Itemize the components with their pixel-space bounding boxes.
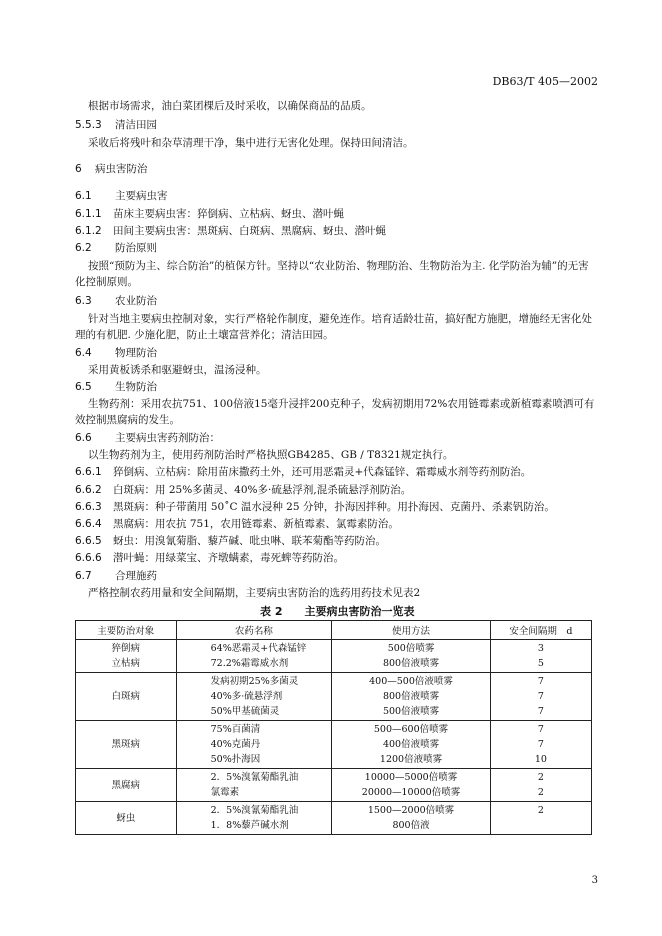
cell-line: 50%扑海因 [210,754,261,765]
section-number: 6.6.2 [75,484,102,496]
cell-line: 3 [537,643,544,654]
header-interval: 安全间隔期 d [490,621,591,640]
cell-interval [490,769,591,802]
table-row [76,721,592,769]
paragraph: 根据市场需求，油白菜团棵后及时采收，以确保商品的品质。 [88,100,372,112]
section-number: 6.5 [75,381,92,393]
cell-pesticide [176,640,332,673]
cell-line: 500—600倍喷雾 [373,724,449,735]
cell-line: 7 [537,739,544,750]
section-number: 6.1 [75,190,92,202]
cell-line: 800倍液 [392,820,430,831]
section-title: 防治原则 [115,242,157,254]
section-number: 6.6 [75,432,92,444]
section-6-1-2 [75,224,386,238]
cell-line: 2．5%溴氰菊酯乳油 [210,805,299,816]
header-method: 使用方法 [332,621,491,640]
cell-line: 72.2%霜霉威水剂 [210,658,289,669]
section-title: 农业防治 [115,295,157,307]
section-number: 6.2 [75,242,92,254]
cell-line: 1500—2000倍喷雾 [367,805,455,816]
cell-line: 氯霉素 [210,787,240,798]
section-title: 生物防治 [115,381,157,393]
cell-line: 400倍液喷雾 [382,739,440,750]
cell-line: 800倍液喷雾 [382,691,440,702]
section-title: 合理施药 [115,570,157,582]
paragraph: 严格控制农药用量和安全间隔期，主要病虫害防治的选药用药技术见表2 [88,587,421,599]
paragraph: 按照“预防为主、综合防治”的植保方针。坚持以“农业防治、物理防治、生物防治为主. 化学防治为辅”的无害化控制原则。 [75,260,589,288]
cell-line: 黑斑病 [111,739,141,750]
section-6-6-5 [75,534,386,548]
table-caption: 表 2 主要病虫害防治一览表 [260,605,415,618]
cell-line: 20000—10000倍喷雾 [361,787,461,798]
section-title: 物理防治 [115,347,157,359]
cell-line: 蚜虫 [116,812,136,824]
section-text: 白斑病：用 25%多菌灵、40%多·硫悬浮剂,混杀硫悬浮剂防治。 [113,484,412,496]
cell-line: 75%百菌清 [210,724,261,735]
section-6 [75,162,148,176]
section-6-1 [75,189,168,203]
cell-line: 2 [537,772,544,783]
cell-interval [490,673,591,721]
cell-line: 2 [537,787,544,798]
table-row [76,640,592,673]
section-number: 6.4 [75,347,92,359]
cell-line: 50%甲基硫菌灵 [210,706,280,717]
section-text: 黑斑病：种子带菌用 50˚C 温水浸种 25 分钟，扑海因拌种。用扑海因、克菌丹、杀素钒防治。 [113,501,555,513]
cell-line: 黑腐病 [111,779,141,791]
cell-line [493,818,589,833]
section-6-6-3 [75,500,555,514]
cell-line: 白斑病 [111,691,141,702]
paragraph: 以生物药剂为主，使用药剂防治时严格执照GB4285、GB / T8321规定执行。 [88,449,454,461]
paragraph: 针对当地主要病虫控制对象，实行严格轮作制度，避免连作。培育适龄壮苗，搞好配方施肥，增施经无害化处理的有机肥. 少施化肥，防止土壤富营养化；清洁田园。 [75,313,592,341]
section-number: 6.6.5 [75,535,102,547]
cell-line: 立枯病 [111,658,141,669]
cell-line: 1．8%藜芦碱水剂 [210,820,289,831]
section-number: 6.6.3 [75,501,102,513]
table-header-row [76,621,592,640]
cell-pesticide [176,721,332,769]
paragraph: 生物药剂：采用农抗751、100倍液15毫升浸拌200克种子，发病初期用72%农用链霉素或新植霉素喷洒可有效控制黑腐病的发生。 [75,398,595,426]
section-number: 6.1.2 [75,225,102,237]
cell-method [332,769,491,802]
cell-line: 10000—5000倍喷雾 [364,772,458,783]
section-number: 6.6.6 [75,552,102,564]
cell-line: 10 [534,754,547,765]
section-6-1-1 [75,207,344,221]
section-number: 6.6.4 [75,518,102,530]
section-6-6-6 [75,551,344,565]
table-row [76,769,592,802]
cell-line: 2．5%溴氰菊酯乳油 [210,772,299,783]
cell-target [76,721,177,769]
cell-line: 40%多·硫悬浮剂 [210,691,283,702]
paragraph: 采收后将残叶和杂草清理干净，集中进行无害化处理。保持田间清洁。 [88,137,414,149]
cell-pesticide [176,673,332,721]
section-6-4 [75,346,157,360]
cell-interval [490,640,591,673]
section-number: 6.1.1 [75,208,102,220]
cell-pesticide [176,802,332,835]
cell-method [332,673,491,721]
section-6-2 [75,241,157,255]
section-text: 苗床主要病虫害：猝倒病、立枯病、蚜虫、潜叶蝇 [113,208,344,220]
section-number: 6.6.1 [75,466,102,478]
header-target: 主要防治对象 [76,621,177,640]
section-5-5-3 [75,118,157,132]
cell-interval [490,802,591,835]
cell-target [76,769,177,802]
section-6-6-2 [75,483,411,497]
cell-line: 40%克菌丹 [210,739,261,750]
paragraph: 采用黄板诱杀和驱避蚜虫，温汤浸种。 [88,364,267,376]
cell-target [76,673,177,721]
cell-line: 2 [537,805,544,816]
cell-line: 800倍液喷雾 [382,658,440,669]
pest-control-table [75,620,592,835]
section-text: 蚜虫：用溴氰菊脂、藜芦碱、吡虫啉、联苯菊酯等药防治。 [113,535,386,547]
section-6-6-1 [75,465,531,479]
header-pesticide: 农药名称 [176,621,332,640]
cell-line: 5 [537,658,544,669]
section-title: 清洁田园 [115,119,157,131]
cell-line: 1200倍液喷雾 [379,754,443,765]
table-body [76,640,592,835]
cell-pesticide [176,769,332,802]
table-row [76,802,592,835]
section-6-7 [75,569,157,583]
cell-method [332,802,491,835]
cell-line: 500倍喷雾 [387,643,435,654]
section-title: 主要病虫害药剂防治： [115,432,220,444]
section-text: 田间主要病虫害：黑斑病、白斑病、黑腐病、蚜虫、潜叶蝇 [113,225,386,237]
table-row [76,673,592,721]
section-title: 主要病虫害 [115,190,168,202]
section-6-6-4 [75,517,399,531]
cell-target [76,802,177,835]
section-6-6 [75,431,220,445]
cell-line: 7 [537,706,544,717]
cell-line: 7 [537,676,544,687]
cell-target [76,640,177,673]
cell-line: 7 [537,691,544,702]
section-title: 病虫害防治 [95,163,148,175]
section-text: 黑腐病：用农抗 751，农用链霉素、新植霉素、氯霉素防治。 [113,518,399,530]
cell-line: 500倍液喷雾 [382,706,440,717]
section-number: 6 [75,163,82,175]
cell-line: 64%恶霜灵+代森锰锌 [210,643,307,654]
section-6-5 [75,380,157,394]
cell-line: 400—500倍液喷雾 [369,676,453,687]
cell-line: 发病初期25%多菌灵 [210,676,299,687]
section-text: 潜叶蝇：用绿菜宝、齐墩螨素，毒死蜱等药防治。 [113,552,344,564]
cell-method [332,721,491,769]
section-number: 6.7 [75,570,92,582]
cell-line: 7 [537,724,544,735]
cell-method [332,640,491,673]
section-number: 5.5.3 [75,119,102,131]
section-6-3 [75,294,157,308]
cell-interval [490,721,591,769]
page-number: 3 [591,875,598,886]
section-text: 猝倒病、立枯病：除用苗床撒药土外，还可用恶霜灵+代森锰锌、霜霉威水剂等药剂防治。 [113,466,532,478]
cell-line: 猝倒病 [111,643,141,654]
section-number: 6.3 [75,295,92,307]
document-code: DB63/T 405—2002 [492,75,598,88]
